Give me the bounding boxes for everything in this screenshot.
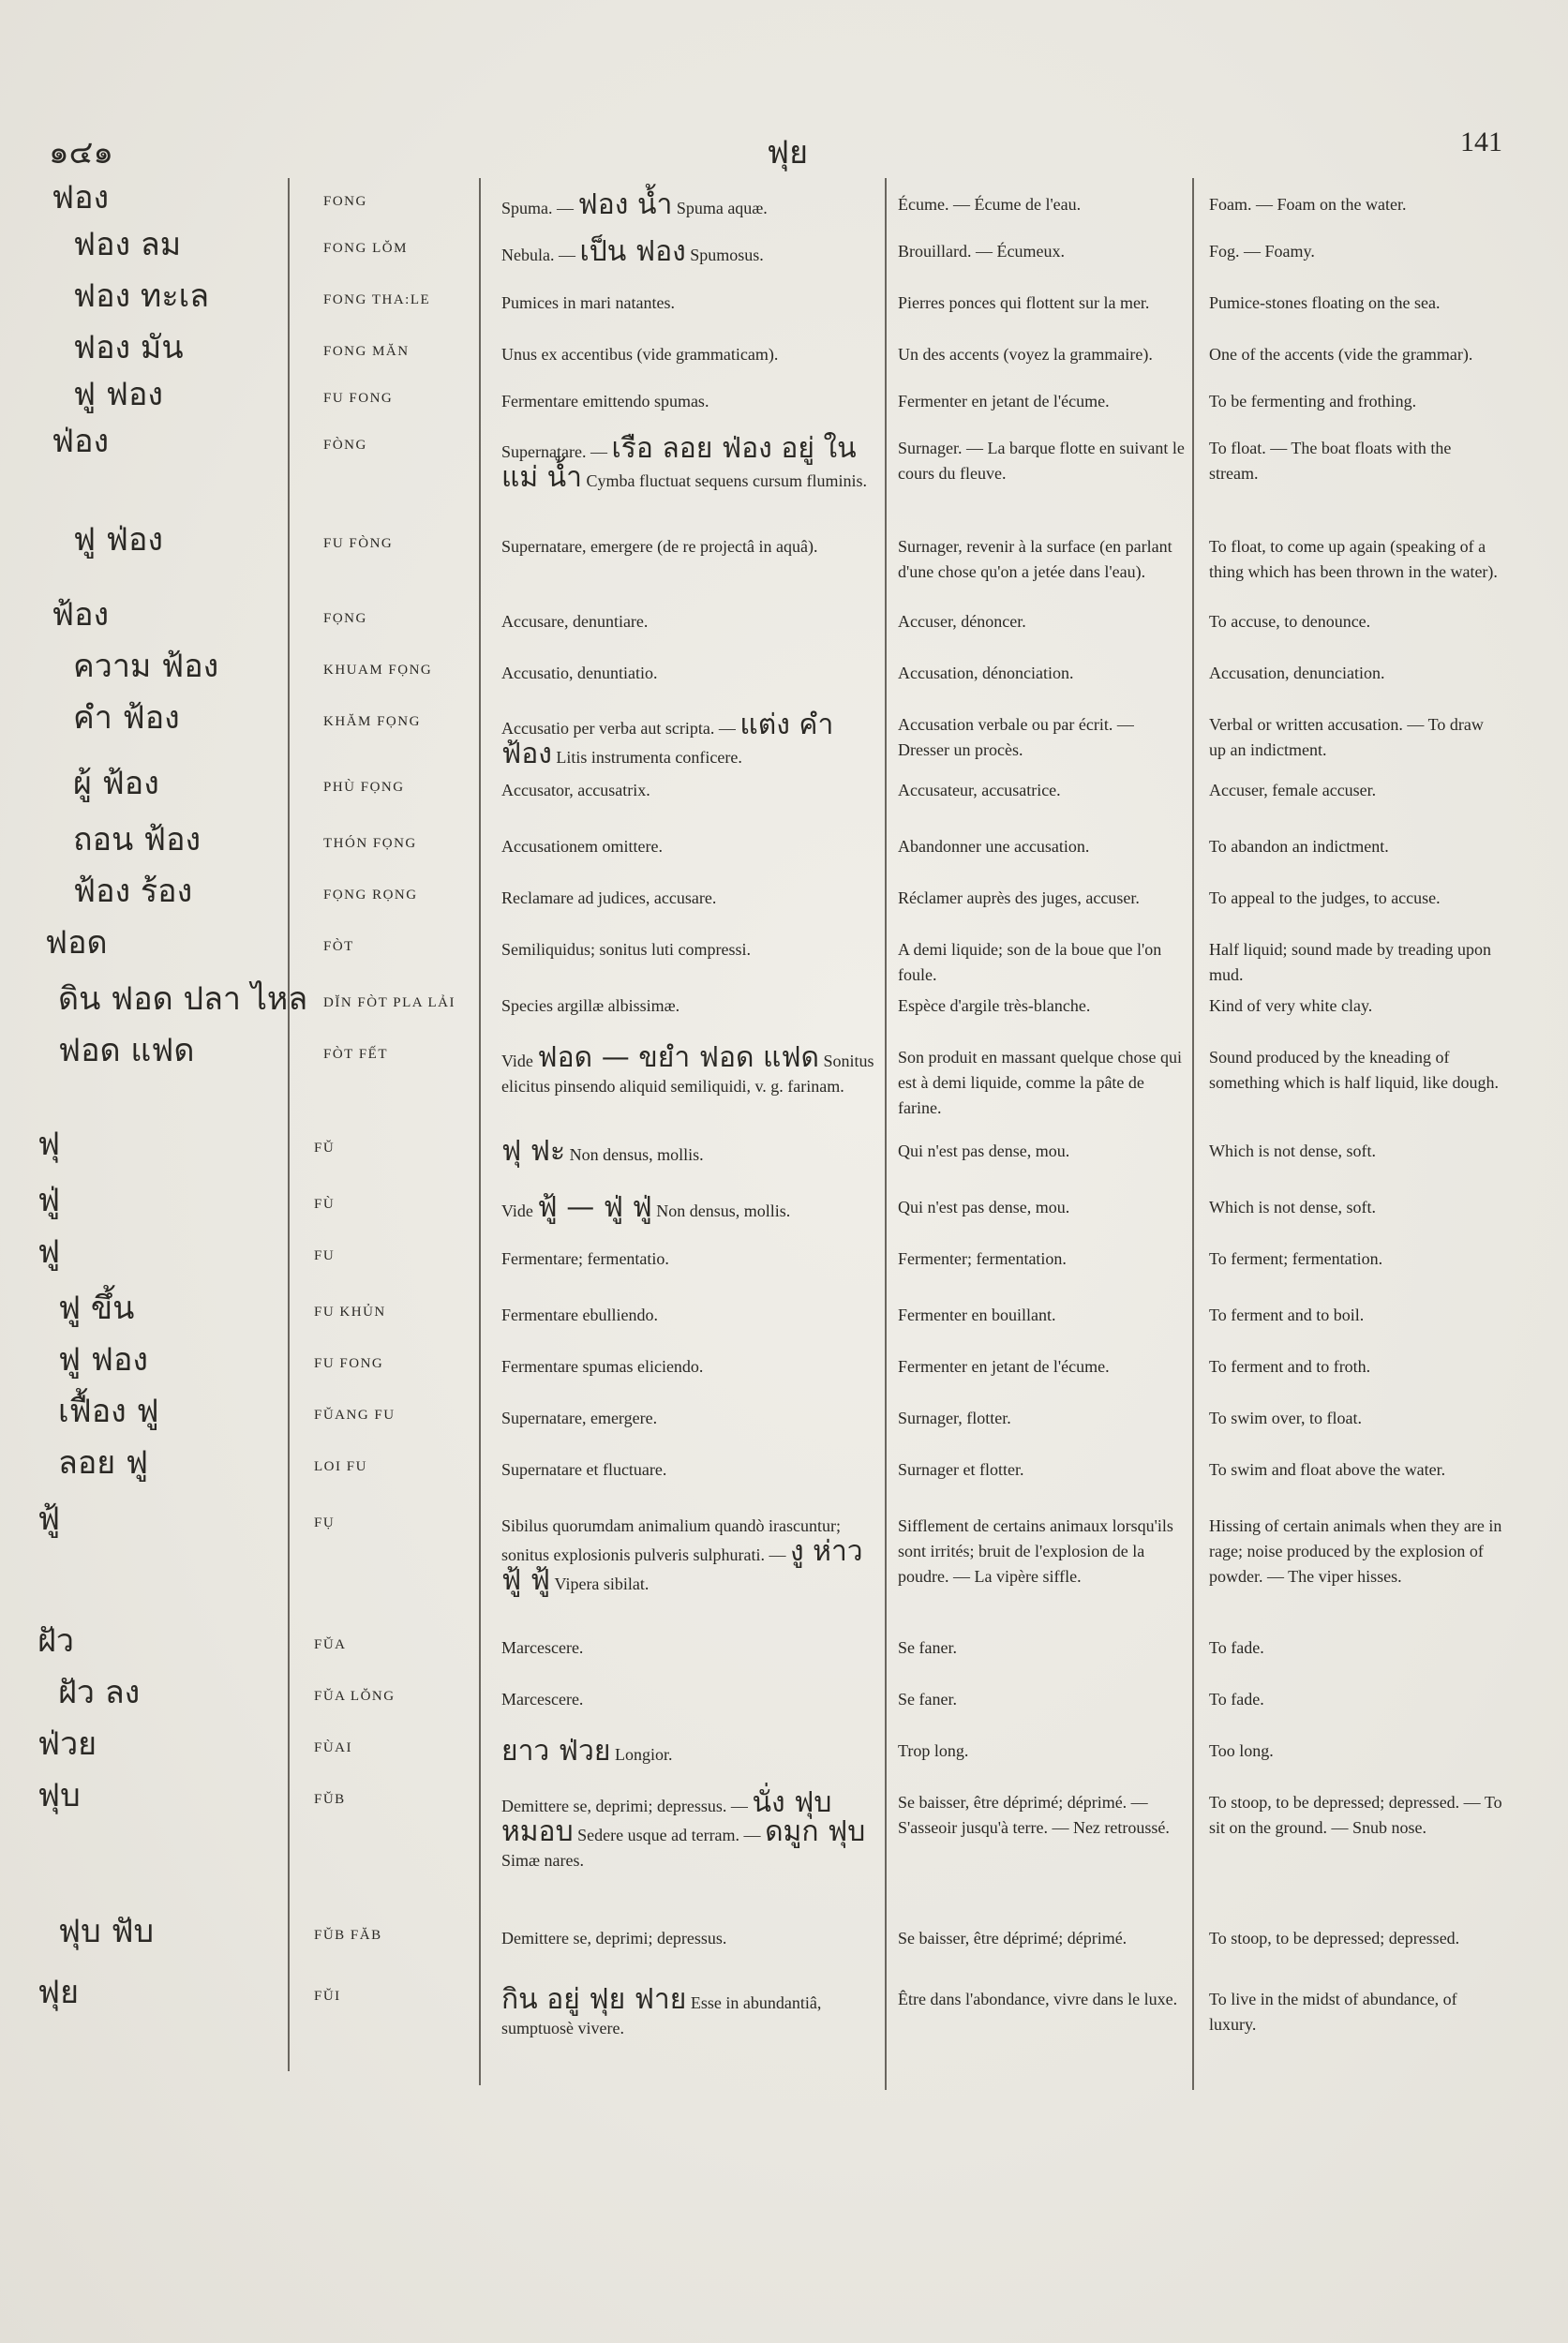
entry-romanization: FŬB [314,1792,346,1807]
entry-romanization: KHUAM FỌNG [323,663,433,678]
entry-latin: Nebula. — เป็น ฟอง Spumosus. [501,235,764,268]
entry-romanization: LOI FU [314,1459,367,1474]
entry-headword: เฟื้อง ฟู [58,1393,159,1430]
entry-romanization: DĬN FÒT PLA LẢI [323,995,455,1010]
entry-headword: ฟู้ [37,1500,61,1538]
entry-latin: กิน อยู่ ฟุย ฟาย Esse in abundantiâ, sumptuosè vivere. [501,1983,822,2037]
entry-french: Espèce d'argile très-blanche. [898,996,1091,1015]
entry-latin: Demittere se, deprimi; depressus. — นั่ง ฟุบ หมอบ Sedere usque ad terram. — ดมูก ฟุบ Simæ nares. [501,1786,866,1870]
entry-headword: ฟอง ทะเล [73,277,210,315]
entry-romanization: FU KHỦN [314,1305,386,1320]
entry-french: Accuser, dénoncer. [898,612,1026,631]
entry-english: To abandon an indictment. [1209,837,1389,856]
entry-french: Être dans l'abondance, vivre dans le luxe. [898,1990,1178,2008]
entry-headword: ฟ่อง [52,423,110,460]
entry-english: To fade. [1209,1690,1264,1709]
entry-romanization: FÙAI [314,1740,353,1755]
entry-latin: Accusatio per verba aut scripta. — แต่ง คำ ฟ้อง Litis instrumenta conficere. [501,709,834,770]
entry-headword: ฝัว [37,1622,75,1660]
entry-latin: Accusator, accusatrix. [501,781,650,799]
entry-headword: ลอย ฟู [58,1444,149,1482]
entry-french: Brouillard. — Écumeux. [898,242,1065,261]
entry-french: Trop long. [898,1741,969,1760]
entry-romanization: FŬA [314,1637,347,1652]
entry-headword: ฟอด แฟด [58,1032,195,1069]
entry-english: To ferment and to froth. [1209,1357,1371,1376]
entry-romanization: FONG LŎM [323,241,408,256]
entry-headword: ฟู ขึ้น [58,1290,135,1327]
entry-latin: ฟุ ฟะ Non densus, mollis. [501,1135,704,1168]
entry-headword: ฟอง [52,179,110,216]
entry-latin: Pumices in mari natantes. [501,293,675,312]
entry-latin: Marcescere. [501,1638,584,1657]
entry-romanization: FU FONG [323,391,394,406]
entry-headword: ถอน ฟ้อง [73,821,202,858]
entry-english: To float. — The boat floats with the stream. [1209,439,1452,483]
entry-headword: ฟู ฟอง [58,1341,148,1379]
entry-headword: ฟุบ ฟับ [58,1913,155,1950]
entry-french: Sifflement de certains animaux lorsqu'ils sont irrités; bruit de l'explosion de la poudre. — La vipère siffle. [898,1516,1173,1586]
entry-headword: ฟู ฟอง [73,376,163,413]
entry-french: Un des accents (voyez la grammaire). [898,345,1153,364]
entry-headword: ผู้ ฟ้อง [73,765,159,802]
entry-french: Fermenter; fermentation. [898,1249,1067,1268]
page-title-thai: ฟุย [767,134,808,172]
entry-romanization: FU [314,1248,336,1263]
entry-english: To live in the midst of abundance, of luxury. [1209,1990,1457,2034]
entry-english: Fog. — Foamy. [1209,242,1315,261]
entry-headword: ฟอง มัน [73,329,184,366]
entry-english: To swim and float above the water. [1209,1460,1446,1479]
entry-romanization: FỌNG [323,611,367,626]
entry-romanization: FONG [323,194,367,209]
entry-french: Surnager, revenir à la surface (en parlant d'une chose qu'on a jetée dans l'eau). [898,537,1172,581]
entry-headword: ฟุ [37,1126,61,1163]
entry-headword: ฟ้อง [52,596,110,634]
entry-english: To ferment; fermentation. [1209,1249,1383,1268]
entry-romanization: FÒT [323,939,354,954]
entry-french: Qui n'est pas dense, mou. [898,1198,1070,1216]
entry-headword: ฟอด [45,924,108,962]
entry-latin: Species argillæ albissimæ. [501,996,680,1015]
entry-romanization: FONG MĂN [323,344,410,359]
entry-romanization: FÙ [314,1197,336,1212]
entry-romanization: PHÙ FỌNG [323,780,405,795]
entry-english: Foam. — Foam on the water. [1209,195,1407,214]
entry-latin: Demittere se, deprimi; depressus. [501,1929,727,1948]
entry-french: Écume. — Écume de l'eau. [898,195,1082,214]
entry-headword: ฟอง ลม [73,226,182,263]
entry-french: Se faner. [898,1690,957,1709]
entry-english: To fade. [1209,1638,1264,1657]
entry-latin: ยาว ฟ่วย Longior. [501,1735,673,1768]
entry-english: To accuse, to denounce. [1209,612,1371,631]
entry-latin: Semiliquidus; sonitus luti compressi. [501,940,752,959]
entry-english: To be fermenting and frothing. [1209,392,1417,410]
entry-english: Sound produced by the kneading of something which is half liquid, like dough. [1209,1048,1499,1092]
entry-english: Accusation, denunciation. [1209,664,1385,682]
entry-romanization: FU FÒNG [323,536,394,551]
entry-french: Son produit en massant quelque chose qui est à demi liquide, comme la pâte de farine. [898,1048,1182,1117]
entry-latin: Supernatare, emergere. [501,1409,658,1427]
entry-english: Accuser, female accuser. [1209,781,1377,799]
entry-french: Se faner. [898,1638,957,1657]
entry-headword: ความ ฟ้อง [73,648,219,685]
entry-french: Surnager, flotter. [898,1409,1011,1427]
entry-headword: คำ ฟ้อง [73,699,180,737]
page-number-thai: ๑๔๑ [49,134,113,172]
entry-english: Verbal or written accusation. — To draw up an indictment. [1209,715,1484,759]
entry-english: Hissing of certain animals when they are in rage; noise produced by the explosion of powder. — The viper hisses. [1209,1516,1502,1586]
entry-french: Accusateur, accusatrice. [898,781,1061,799]
entry-latin: Accusatio, denuntiatio. [501,664,658,682]
entry-headword: ฝัว ลง [58,1674,141,1711]
entry-headword: ดิน ฟอด ปลา ไหล [58,980,308,1018]
entry-english: Which is not dense, soft. [1209,1198,1376,1216]
entry-latin: Supernatare, emergere (de re projectâ in aquâ). [501,537,818,556]
entry-romanization: FONG THA:LE [323,292,431,307]
entry-latin: Reclamare ad judices, accusare. [501,888,717,907]
entry-english: Half liquid; sound made by treading upon mud. [1209,940,1491,984]
entry-english: Pumice-stones floating on the sea. [1209,293,1441,312]
entry-latin: Fermentare spumas eliciendo. [501,1357,704,1376]
entry-french: Se baisser, être déprimé; déprimé. — S'asseoir jusqu'à terre. — Nez retroussé. [898,1793,1170,1837]
entry-english: To ferment and to boil. [1209,1306,1365,1324]
entry-french: Surnager. — La barque flotte en suivant le cours du fleuve. [898,439,1185,483]
entry-french: Pierres ponces qui flottent sur la mer. [898,293,1150,312]
entry-latin: Vide ฟู้ — ฟู่ ฟู่ Non densus, mollis. [501,1191,791,1224]
entry-romanization: KHĂM FỌNG [323,714,421,729]
column-rule-4 [1192,178,1194,2090]
column-rule-1 [288,178,290,2071]
entry-headword: ฟู ฟ่อง [73,521,163,559]
entry-romanization: FŬB FĂB [314,1928,382,1943]
entry-french: Réclamer auprès des juges, accuser. [898,888,1140,907]
entry-romanization: THÓN FỌNG [323,836,417,851]
entry-headword: ฟ้อง ร้อง [73,873,193,910]
entry-romanization: FŬI [314,1989,341,2004]
entry-romanization: FÒT FẾT [323,1047,388,1062]
entry-latin: Fermentare emittendo spumas. [501,392,709,410]
entry-latin: Sibilus quorumdam animalium quandò irascuntur; sonitus explosionis pulveris sulphurati. — งู ห่าว ฟู้ ฟู้ Vipera sibilat. [501,1516,863,1597]
entry-latin: Accusationem omittere. [501,837,663,856]
entry-latin: Unus ex accentibus (vide grammaticam). [501,345,779,364]
entry-english: To stoop, to be depressed; depressed. [1209,1929,1460,1948]
entry-headword: ฟ่วย [37,1725,97,1763]
entry-romanization: FŬA LŎNG [314,1689,396,1704]
page-number: 141 [1460,127,1502,157]
entry-latin: Spuma. — ฟอง น้ำ Spuma aquæ. [501,188,768,221]
entry-headword: ฟู [37,1233,61,1271]
entry-latin: Marcescere. [501,1690,584,1709]
entry-latin: Supernatare et fluctuare. [501,1460,667,1479]
entry-latin: Vide ฟอด — ขยำ ฟอด แฟด Sonitus elicitus pinsendo aliquid semiliquidi, v. g. farinam. [501,1041,874,1096]
entry-latin: Supernatare. — เรือ ลอย ฟ่อง อยู่ ใน แม่ น้ำ Cymba fluctuat sequens cursum fluminis. [501,432,867,494]
entry-french: Accusation, dénonciation. [898,664,1074,682]
entry-french: Abandonner une accusation. [898,837,1090,856]
entry-romanization: FŬ [314,1141,336,1156]
entry-english: Which is not dense, soft. [1209,1142,1376,1160]
entry-english: To float, to come up again (speaking of a thing which has been thrown in the water). [1209,537,1498,581]
entry-french: Surnager et flotter. [898,1460,1024,1479]
entry-english: Kind of very white clay. [1209,996,1373,1015]
entry-french: Fermenter en bouillant. [898,1306,1056,1324]
entry-french: Se baisser, être déprimé; déprimé. [898,1929,1127,1948]
column-rule-2 [479,178,481,2085]
entry-latin: Fermentare ebulliendo. [501,1306,658,1324]
entry-romanization: FŬANG FU [314,1408,396,1423]
entry-headword: ฟู่ [37,1182,61,1219]
entry-headword: ฟุบ [37,1777,81,1814]
entry-english: To appeal to the judges, to accuse. [1209,888,1441,907]
entry-french: A demi liquide; son de la boue que l'on foule. [898,940,1162,984]
column-rule-3 [885,178,887,2090]
entry-english: Too long. [1209,1741,1274,1760]
entry-latin: Fermentare; fermentatio. [501,1249,669,1268]
entry-french: Accusation verbale ou par écrit. — Dresser un procès. [898,715,1134,759]
entry-english: To swim over, to float. [1209,1409,1362,1427]
entry-french: Fermenter en jetant de l'écume. [898,1357,1110,1376]
entry-romanization: FÒNG [323,438,367,453]
entry-english: To stoop, to be depressed; depressed. — To sit on the ground. — Snub nose. [1209,1793,1502,1837]
entry-english: One of the accents (vide the grammar). [1209,345,1473,364]
entry-french: Fermenter en jetant de l'écume. [898,392,1110,410]
entry-romanization: FỤ [314,1515,336,1530]
entry-romanization: FỌNG RỌNG [323,888,418,903]
entry-french: Qui n'est pas dense, mou. [898,1142,1070,1160]
entry-latin: Accusare, denuntiare. [501,612,649,631]
entry-romanization: FU FONG [314,1356,384,1371]
entry-headword: ฟุย [37,1974,79,2011]
